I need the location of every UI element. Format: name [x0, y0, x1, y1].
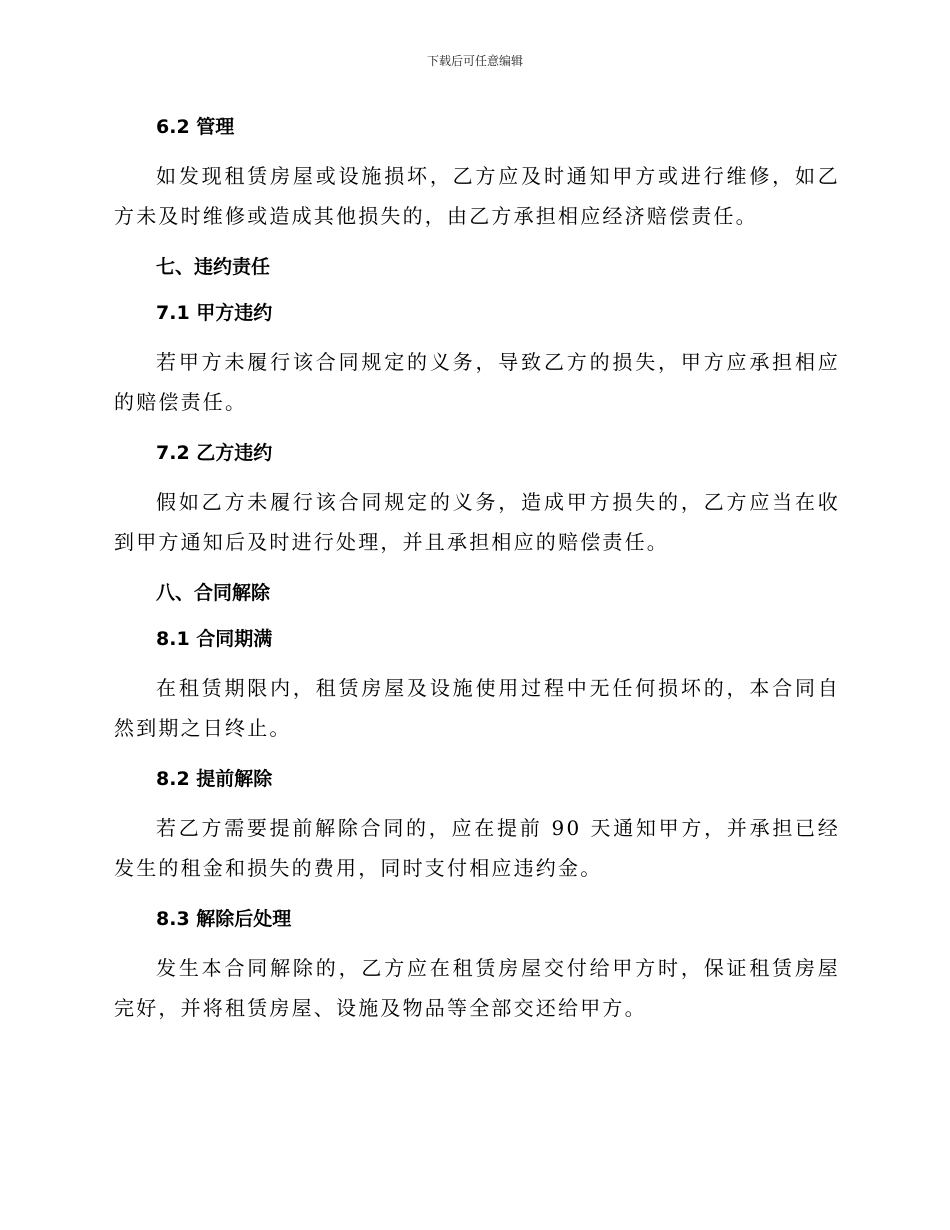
section-heading-7-1: 7.1 甲方违约 — [156, 302, 273, 324]
section-paragraph-7-2: 假如乙方未履行该合同规定的义务，造成甲方损失的，乙方应当在收到甲方通知后及时进行处理，并且承担相应的赔偿责任。 — [114, 490, 840, 554]
section-heading-8-3: 8.3 解除后处理 — [156, 908, 292, 930]
section-paragraph-6-2: 如发现租赁房屋或设施损坏，乙方应及时通知甲方或进行维修，如乙方未及时维修或造成其他损失的，由乙方承担相应经济赔偿责任。 — [114, 164, 840, 228]
section-heading-7-2: 7.2 乙方违约 — [156, 442, 273, 464]
section-paragraph-8-2: 若乙方需要提前解除合同的，应在提前 90 天通知甲方，并承担已经发生的租金和损失的费用，同时支付相应违约金。 — [114, 816, 840, 880]
chapter-heading-8: 八、合同解除 — [156, 582, 271, 604]
chapter-heading-7: 七、违约责任 — [156, 256, 271, 278]
section-heading-6-2: 6.2 管理 — [156, 116, 235, 138]
document-body — [114, 110, 840, 1028]
section-heading-8-1: 8.1 合同期满 — [156, 628, 273, 650]
section-paragraph-8-1: 在租赁期限内，租赁房屋及设施使用过程中无任何损坏的，本合同自然到期之日终止。 — [114, 676, 840, 740]
section-paragraph-7-1: 若甲方未履行该合同规定的义务，导致乙方的损失，甲方应承担相应的赔偿责任。 — [114, 350, 840, 414]
section-paragraph-8-3: 发生本合同解除的，乙方应在租赁房屋交付给甲方时，保证租赁房屋完好，并将租赁房屋、设施及物品等全部交还给甲方。 — [114, 956, 840, 1020]
section-heading-8-2: 8.2 提前解除 — [156, 768, 273, 790]
page-header-note: 下载后可任意编辑 — [426, 54, 523, 68]
